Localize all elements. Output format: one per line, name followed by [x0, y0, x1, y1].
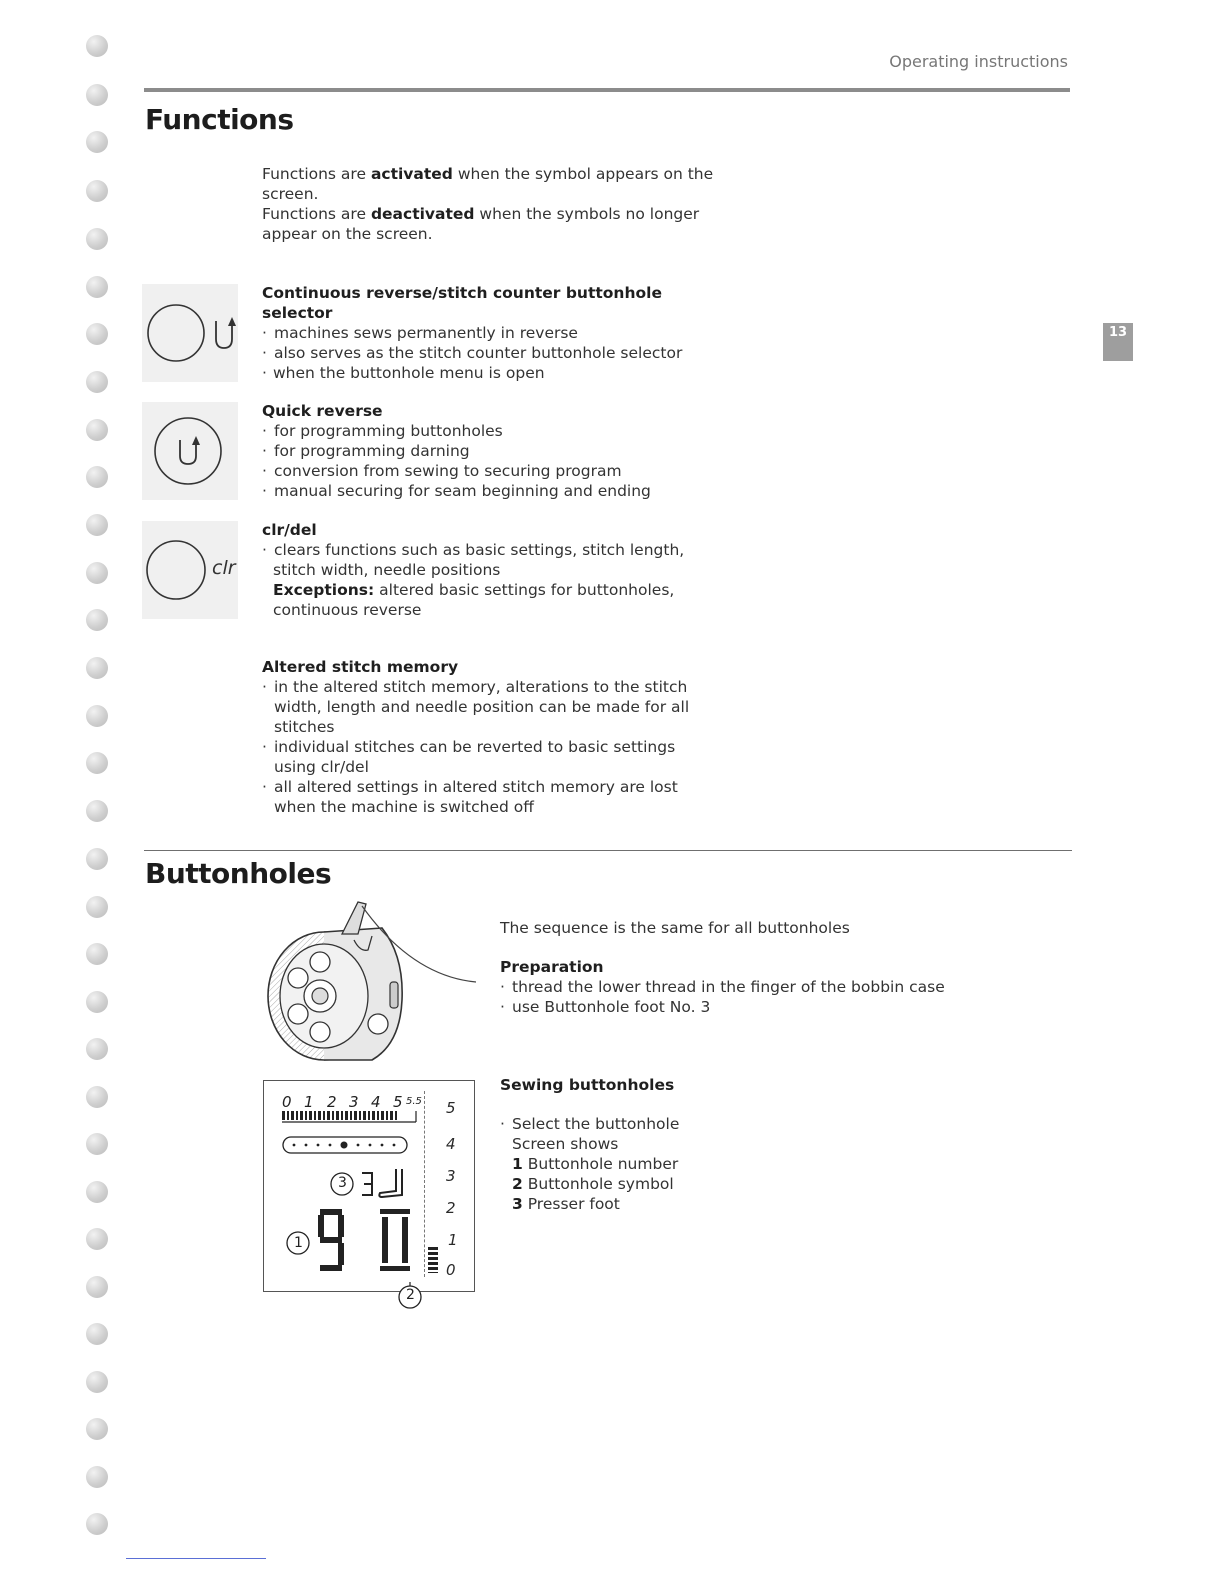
punch-hole: [86, 848, 108, 870]
punch-hole: [86, 180, 108, 202]
width-tick-label: 5.5: [406, 1096, 422, 1107]
footer-line: [126, 1558, 266, 1559]
function-bullets: [262, 421, 722, 501]
exceptions-line: Exceptions: altered basic settings for buttonholes,: [273, 581, 675, 599]
punch-hole: [86, 657, 108, 679]
length-tick-label: 1: [448, 1231, 458, 1249]
function-heading: Continuous reverse/stitch counter buttonhole selector: [262, 284, 662, 322]
punch-hole: [86, 562, 108, 584]
callout-number-1: 1: [294, 1235, 303, 1251]
bullet-line: · thread the lower thread in the finger of the bobbin case: [500, 977, 980, 997]
width-tick-label: 1: [304, 1093, 314, 1111]
punch-hole: [86, 1133, 108, 1155]
continuous-reverse-icon: [142, 284, 238, 382]
length-tick-label: 2: [446, 1199, 456, 1217]
punch-hole: [86, 1181, 108, 1203]
punch-hole: [86, 371, 108, 393]
width-tick-label: 5: [393, 1093, 403, 1111]
function-heading: Altered stitch memory: [262, 658, 459, 676]
presser-foot-indicator: [322, 1165, 422, 1203]
bullet-cont: when the machine is switched off: [274, 798, 534, 816]
length-tick-label: 0: [446, 1261, 456, 1279]
width-tick-label: 3: [349, 1093, 359, 1111]
needle-position-bar: [282, 1136, 412, 1156]
length-tick-label: 3: [446, 1167, 456, 1185]
function-item-altered-memory: [262, 657, 722, 817]
section-title-buttonholes: Buttonholes: [145, 857, 332, 890]
length-bar-fill: [428, 1247, 438, 1273]
width-tick-label: 0: [282, 1093, 292, 1111]
running-header: Operating instructions: [889, 52, 1068, 71]
punch-hole: [86, 752, 108, 774]
continuous-reverse-button-icon: [142, 284, 238, 382]
punch-hole: [86, 943, 108, 965]
punch-hole: [86, 35, 108, 57]
sewing-heading: Sewing buttonholes: [500, 1076, 675, 1094]
bullet-line: · in the altered stitch memory, alterations to the stitch: [262, 677, 722, 697]
header-rule: [144, 88, 1070, 92]
buttonhole-symbol-icon: [376, 1205, 416, 1275]
bullet-line: · use Buttonhole foot No. 3: [500, 997, 980, 1017]
buttonhole-screen-illustration: [263, 1080, 475, 1292]
buttonhole-sequence-text: The sequence is the same for all buttonholes: [500, 919, 850, 937]
bullet-cont: width, length and needle position can be made for all: [274, 698, 690, 716]
bullet-line: · also serves as the stitch counter buttonhole selector: [262, 343, 722, 363]
bullet-cont: stitch width, needle positions: [273, 561, 501, 579]
function-body: [262, 540, 722, 620]
punch-hole: [86, 896, 108, 918]
punch-hole: [86, 1323, 108, 1345]
punch-hole: [86, 1038, 108, 1060]
bullet-cont: Screen shows: [512, 1135, 619, 1153]
length-scale: [422, 1081, 472, 1291]
intro-line: appear on the screen.: [262, 225, 433, 243]
punch-hole: [86, 466, 108, 488]
bullet-line: · manual securing for seam beginning and ending: [262, 481, 722, 501]
length-tick-label: 5: [446, 1099, 456, 1117]
bullet-line: · conversion from sewing to securing program: [262, 461, 722, 481]
preparation-bullets: [500, 977, 980, 1017]
intro-line: screen.: [262, 185, 319, 203]
width-bar: [282, 1111, 432, 1123]
punch-hole: [86, 131, 108, 153]
bullet-line: · for programming darning: [262, 441, 722, 461]
length-tick-label: 4: [446, 1135, 456, 1153]
width-scale: [282, 1093, 432, 1113]
punch-hole: [86, 705, 108, 727]
section-divider: [144, 850, 1072, 851]
punch-hole: [86, 609, 108, 631]
function-item-clr-del: [262, 520, 722, 620]
preparation-heading: Preparation: [500, 958, 604, 976]
punch-hole: [86, 276, 108, 298]
sewing-buttonholes-block: [500, 1075, 980, 1214]
bullet-line: · machines sews permanently in reverse: [262, 323, 722, 343]
function-body: [262, 677, 722, 817]
bullet-line: · for programming buttonholes: [262, 421, 722, 441]
callout-number-2: 2: [406, 1287, 415, 1303]
punch-hole: [86, 419, 108, 441]
section-title-functions: Functions: [145, 103, 294, 136]
functions-intro: [262, 164, 722, 244]
bullet-cont: using clr/del: [274, 758, 369, 776]
clr-button-icon: [142, 521, 238, 619]
bullet-cont: stitches: [274, 718, 335, 736]
punch-hole: [86, 991, 108, 1013]
width-tick-label: 4: [371, 1093, 381, 1111]
quick-reverse-button-icon: [142, 402, 238, 500]
function-item-continuous-reverse: [262, 283, 722, 383]
punch-hole: [86, 1418, 108, 1440]
intro-line: Functions are deactivated when the symbols no longer: [262, 205, 700, 223]
quick-reverse-icon: [142, 402, 238, 500]
function-heading: Quick reverse: [262, 402, 383, 420]
bullet-line: · clears functions such as basic settings, stitch length,: [262, 540, 722, 560]
punch-hole: [86, 1371, 108, 1393]
punch-hole: [86, 1086, 108, 1108]
length-axis: [424, 1091, 426, 1277]
punch-hole: [86, 84, 108, 106]
intro-line: Functions are activated when the symbol appears on the: [262, 165, 714, 183]
punch-hole: [86, 1466, 108, 1488]
exceptions-cont: continuous reverse: [273, 601, 422, 619]
bullet-cont: · when the buttonhole menu is open: [262, 363, 722, 383]
bullet-line: · all altered settings in altered stitch memory are lost: [262, 777, 722, 797]
punch-hole: [86, 228, 108, 250]
sewing-body: [500, 1114, 980, 1214]
punch-hole: [86, 1513, 108, 1535]
clr-icon-label: clr: [212, 557, 236, 579]
punch-hole: [86, 1276, 108, 1298]
bobbin-case-icon: [262, 896, 482, 1066]
legend-item: 3 Presser foot: [512, 1195, 620, 1213]
bullet-line: · Select the buttonhole: [500, 1114, 980, 1134]
preparation-block: [500, 957, 980, 1017]
function-bullets: [262, 540, 722, 560]
page-tab: 13: [1103, 323, 1133, 361]
bobbin-case-illustration: [262, 896, 482, 1066]
function-heading: clr/del: [262, 521, 317, 539]
punch-hole: [86, 323, 108, 345]
punch-hole: [86, 800, 108, 822]
punch-hole: [86, 1228, 108, 1250]
function-item-quick-reverse: [262, 401, 722, 501]
legend-item: 2 Buttonhole symbol: [512, 1175, 674, 1193]
punch-hole: [86, 514, 108, 536]
bullet-line: · individual stitches can be reverted to basic settings: [262, 737, 722, 757]
callout-number-3: 3: [338, 1175, 347, 1191]
width-tick-label: 2: [327, 1093, 337, 1111]
legend-item: 1 Buttonhole number: [512, 1155, 679, 1173]
function-bullets: [262, 323, 722, 383]
